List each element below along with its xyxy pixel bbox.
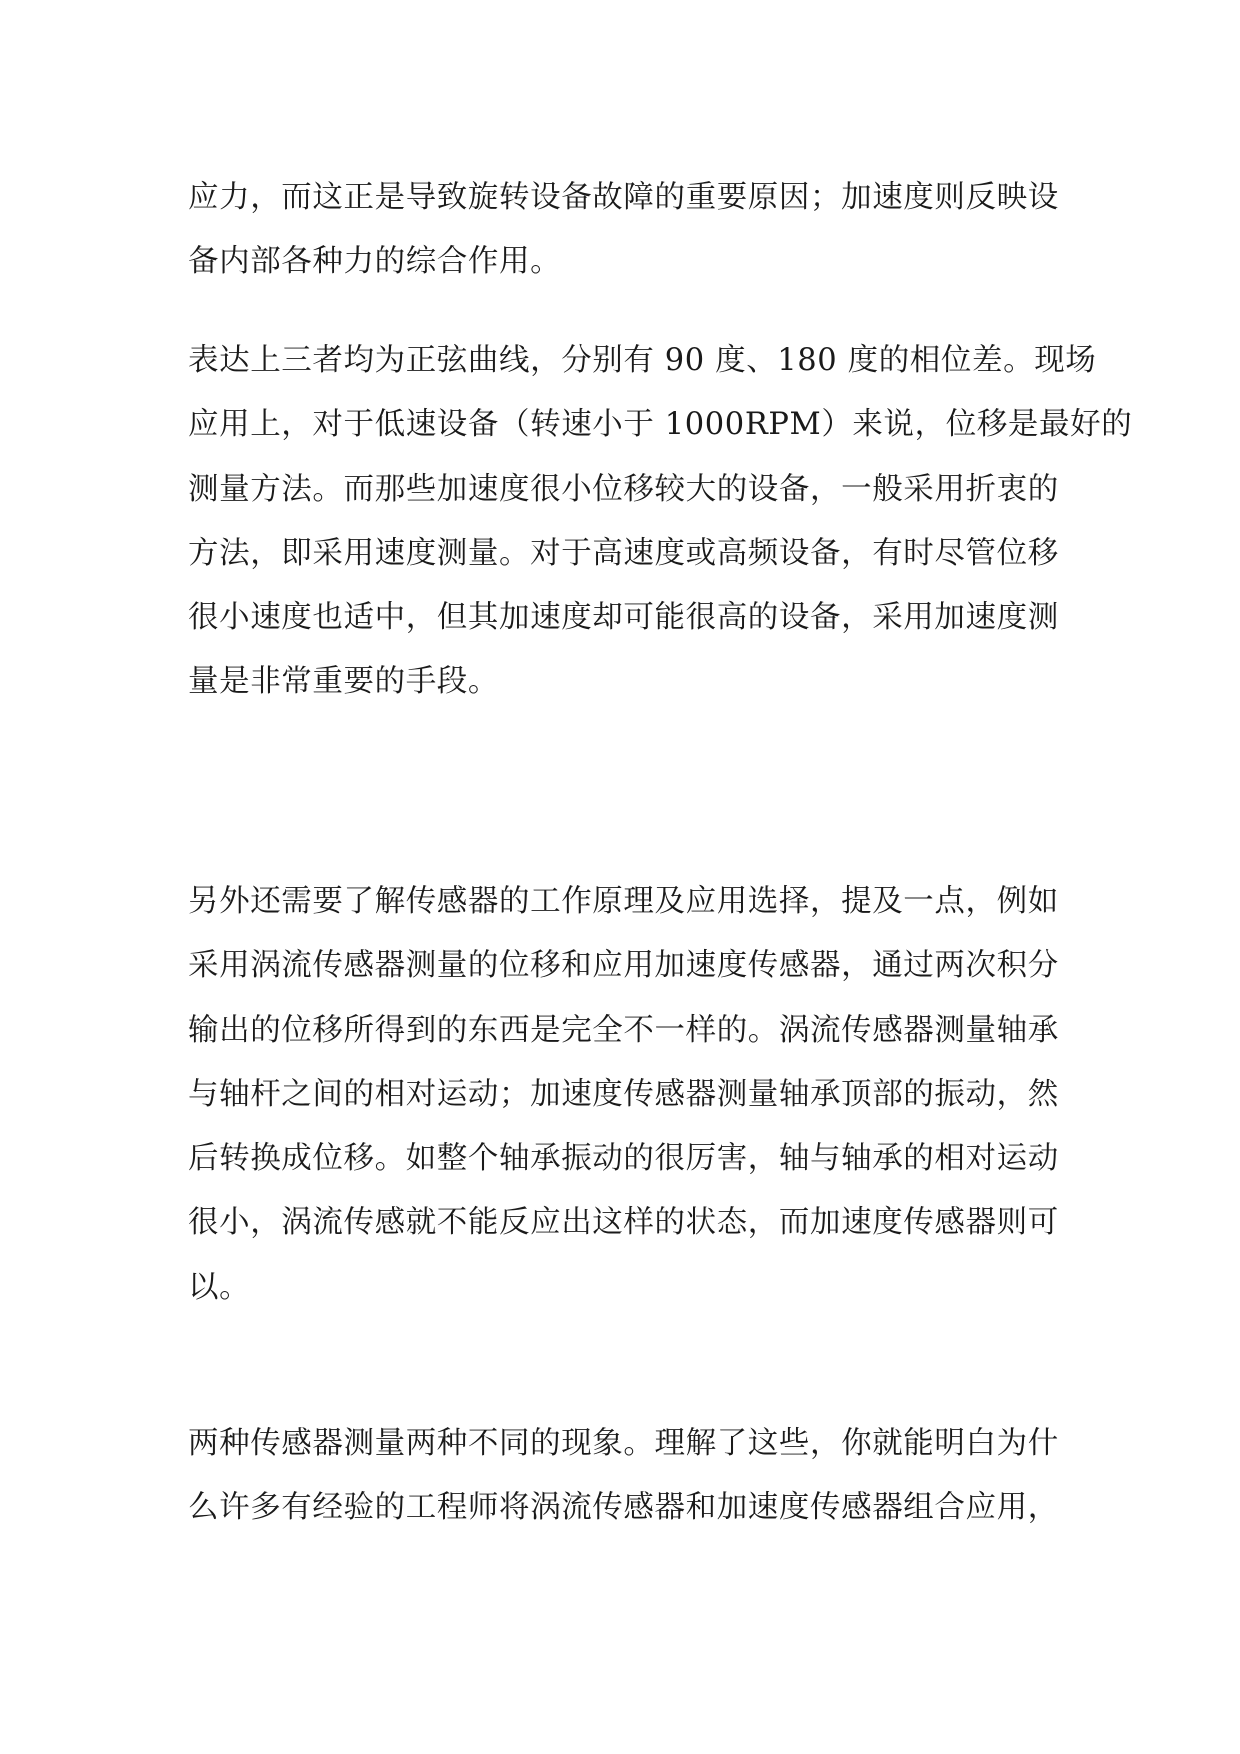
paragraph-measurement-methods — [188, 329, 1133, 715]
text-line: 另外还需要了解传感器的工作原理及应用选择，提及一点，例如 — [188, 884, 1059, 919]
text-line: 很小速度也适中，但其加速度却可能很高的设备，采用加速度测 — [188, 600, 1059, 636]
paragraph-sensor-combination — [188, 1412, 1068, 1541]
text-line: 采用涡流传感器测量的位移和应用加速度传感器，通过两次积分 — [188, 948, 1059, 984]
text-line: 以。 — [188, 1269, 251, 1305]
text-line: 备内部各种力的综合作用。 — [188, 244, 562, 280]
text-line: 后转换成位移。如整个轴承振动的很厉害，轴与轴承的相对运动 — [188, 1141, 1059, 1177]
text-line: 应用上，对于低速设备（转速小于 1000RPM）来说，位移是最好的 — [188, 407, 1133, 443]
paragraph-stress-acceleration — [188, 166, 1068, 295]
text-line: 与轴杆之间的相对运动；加速度传感器测量轴承顶部的振动，然 — [188, 1076, 1059, 1112]
text-line: 测量方法。而那些加速度很小位移较大的设备，一般采用折衷的 — [188, 471, 1059, 507]
text-line: 输出的位移所得到的东西是完全不一样的。涡流传感器测量轴承 — [188, 1012, 1059, 1048]
text-line: 很小，涡流传感就不能反应出这样的状态，而加速度传感器则可 — [188, 1205, 1059, 1241]
text-line: 两种传感器测量两种不同的现象。理解了这些，你就能明白为什 — [188, 1426, 1059, 1461]
text-line: 方法，即采用速度测量。对于高速度或高频设备，有时尽管位移 — [188, 535, 1059, 571]
paragraph-sensor-principles — [188, 870, 1068, 1320]
text-line: 应力，而这正是导致旋转设备故障的重要原因；加速度则反映设 — [188, 180, 1059, 215]
text-line: 表达上三者均为正弦曲线，分别有 90 度、180 度的相位差。现场 — [188, 343, 1097, 378]
text-line: 么许多有经验的工程师将涡流传感器和加速度传感器组合应用， — [188, 1490, 1059, 1526]
text-line: 量是非常重要的手段。 — [188, 664, 499, 700]
